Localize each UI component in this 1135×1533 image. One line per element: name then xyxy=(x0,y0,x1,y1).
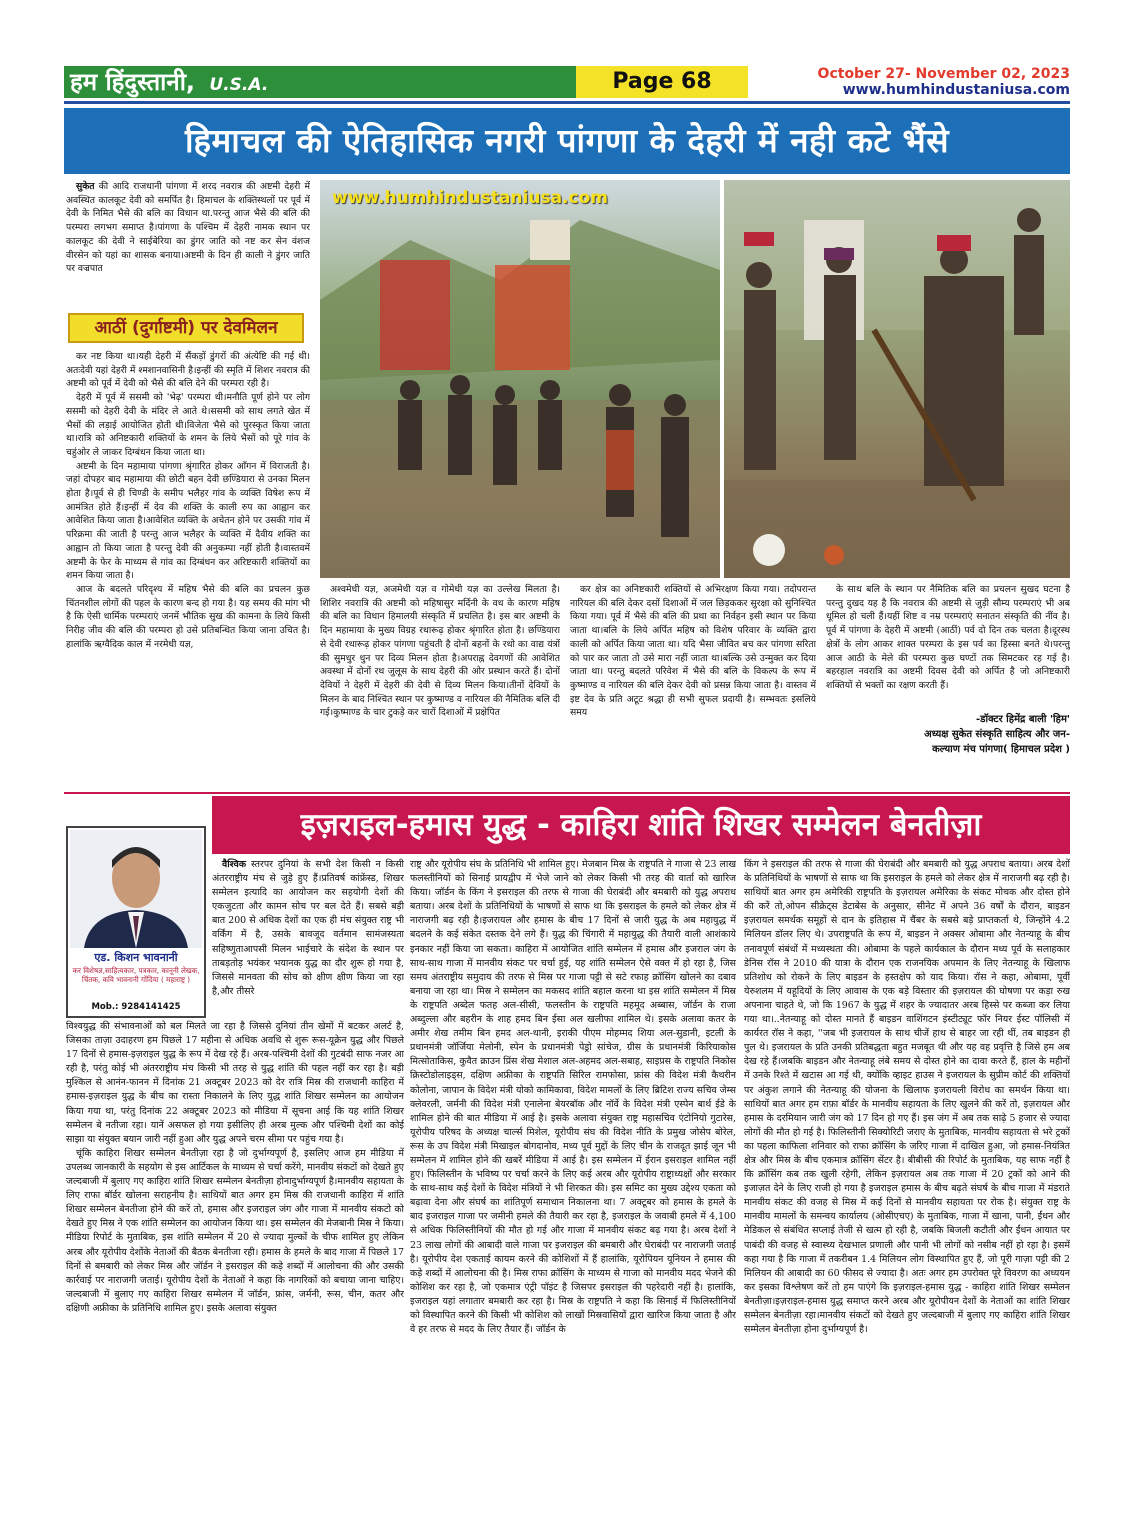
story2-col1-para-1: विश्वयुद्ध की संभावनाओं को बल मिलते जा रहा है जिससे दुनियां तीन खेमों में बटकर अलर्ट है, जिसका ताज़ा उदाहरण हम पिछले 17 महीना से अधिक अवधि से शुरू रूस-यूक्रेन युद्ध और पिछले 17 दिनों से हमास-इज़राइल युद्ध के रूप में देख रहे हैं। अरब-पश्चिमी देशों की गुटबंदी साफ नजर आ रही है, परंतु कोई भी अंतरराष्ट्रीय मंच किसी भी तरह से युद्ध शांति की पहल नहीं कर रहा है। बड़ी मुश्किल से आनंन-फानन में दिनांक 21 अक्टूबर 2023 को देर रात्रि मिस्र की राजधानी काहिरा में हमास-इज़राइल युद्ध के बीच का रास्ता निकालने के लिए युद्ध शांति शिखर सम्मेलन का आयोजन किया गया था, परंतु दिनांक 22 अक्टूबर 2023 को मीडिया में सूचना आई कि यह शांति शिखर सम्मेलन बे नतीजा रहा। यानें असफल हो गया इसीलिए ही अरब मुल्क और पश्चिमी देशों का कोई साझा या संयुक्त बयान जारी नहीं हुआ और युद्ध अपने चरम सीमा पर पहुंच गया है। xyxy=(66,1021,404,1145)
story1-column-2 xyxy=(320,583,560,789)
story2-col2-text: राष्ट्र और यूरोपीय संघ के प्रतिनिधि भी शामिल हुए। मेजबान मिस्र के राष्ट्रपति ने गाजा से 23 लाख फलस्तीनियों को सिनाई प्रायद्वीप में भेजे जाने को लेकर किसी भी तरह की वार्ता को खारिज किया। जॉर्डन के किंग ने इसराइल की तरफ से गाजा की घेराबंदी और बमबारी को युद्ध अपराध बताया। अरब देशों के प्रतिनिधियों के भाषणों से साफ था कि इसराइल के हमले को लेकर क्षेत्र में नाराजगी बढ़ रही है।इजरायल और हमास के बीच 17 दिनों से जारी युद्ध के अब महायुद्ध में बदलने के कई संकेत दस्तक देने लगे हैं। युद्ध की चिंगारी में महायुद्ध की तैयारी वाली आशंकाये इनकार नहीं किया जा सकता। काहिरा में आयोजित शांति सम्मेलन में हमास और इजराल जंग के साथ-साथ गाजा में मानवीय संकट पर चर्चा हुई, यह शांति सम्मेलन ऐसे वक्त में हो रहा है, जिस समय अंतराष्ट्रीय समुदाय की तरफ से मिस्र पर गाजा पट्टी से सटे रफाह क्रॉसिंग खोलने का दबाव बनाया जा रहा था। मिस्र ने सम्मेलन का मकसद शांति बहाल करना था इस शांति सम्मेलन में मिस्र के राष्ट्रपति अब्देल फतह अल-सीसी, फलस्तीन के राष्ट्रपति महमूद अब्बास, जॉर्डन के राजा अब्दुल्ला और बहरीन के शाह हमद बिन ईसा अल खलीफा शामिल थे। इसके अलावा कतर के अमीर शेख तमीम बिन हमद अल-थानी, इराकी पीएम मोहम्मद शिया अल-सुडानी, इटली के प्रधानमंत्री जॉर्जिया मेलोनी, स्पेन के प्रधानमंत्री पेड्रो सांचेज, ग्रीस के प्रधानमंत्री किरियाकोस मित्सोताकिस, कुवैत क्राउन प्रिंस शेख मेशाल अल-अहमद अल-सबाह, साइप्रस के राष्ट्रपति निकोस क्रिस्टोडोलाइड्स, दक्षिण अफ्रीका के राष्ट्रपति सिरिल रामफोसा, फ्रांस की विदेश मंत्री कैथरीन कोलोना, जापान के विदेश मंत्री योको कामिकावा, विदेश मामलों के लिए ब्रिटिश राज्य सचिव जेम्स क्लेवरली, जर्मनी की विदेश मंत्री एनालेना बेयरबॉक और नॉर्वे के विदेश मंत्री एस्पेन बार्थ ईडे के शामिल होने की बात मीडिया में आई है। इसके अलावा संयुक्त राष्ट्र महासचिव एंटोनियो गुटारेस, यूरोपीय परिषद के अध्यक्ष चार्ल्स मिशेल, यूरोपीय संघ की विदेश नीति के प्रमुख जोसेप बोरेल, रूस के उप विदेश मंत्री मिखाइल बोगदानोव, मध्य पूर्व मुद्दों के लिए चीन के राजदूत झाई जून भी सम्मेलन में शामिल होने की खबरें मीडिया में आई है। इस सम्मेलन में ईरान इसराइल शामिल नहीं हुए। फिलिस्तीन के भविष्य पर चर्चा करने के लिए कई अरब और यूरोपीय राष्ट्राध्यक्षों और सरकार के साथ-साथ कई देशों के विदेश मंत्रियों ने भी शिरकत की। इस समिट का मुख्य उद्देश्य एकता को बढ़ावा देना और संघर्ष का शांतिपूर्ण समाधान निकालना था। 7 अक्टूबर को हमास के हमले के बाद इजराइल गाजा पर जमीनी हमले की तैयारी कर रहा है, इजराइल के जवाबी हमले में 4,100 से अधिक फिलिस्तीनियों की मौत हो गई और गाजा में मानवीय संकट बढ़ गया है। अरब देशों ने 23 लाख लोगों की आबादी वाले गाजा पर इजराइल की बमबारी और घेराबंदी पर नाराजगी जताई है। यूरोपीय देश एकताई कायम करने की कोशिशों में हैं हालांकि, यूरोपियन यूनियन ने हमास की कड़े शब्दों में आलोचना की है। मिस्र राफा क्रॉसिंग के माध्यम से गाजा को मानवीय मदद भेजने की कोशिश कर रहा है, जो एकमात्र एंट्री पॉइंट है जिसपर इसराइल की पहरेदारी नहीं है। हालांकि, इजराइल यहां लगातार बमबारी कर रहा है। मिस्र के राष्ट्रपति ने कहा कि सिनाई में फिलिस्तीनियों को विस्थापित करने की किसी भी कोशिश को लाखों मिस्रवासियों द्वारा खारिज किया जाता है और वे हर तरफ से मदद के लिए तैयार हैं। जॉर्डन के xyxy=(410,859,736,1336)
story1-byline xyxy=(828,712,1070,757)
story1-lead-word: सुकेत xyxy=(76,181,95,192)
page-number: Page 68 xyxy=(576,66,748,98)
paper-name: हम हिंदुस्तानी, xyxy=(70,68,196,96)
photo-watermark: www.humhindustaniusa.com xyxy=(332,188,608,208)
procession-photo xyxy=(320,180,720,578)
byline-name: -डॉक्टर हिमेंद्र बाली 'हिम' xyxy=(976,714,1070,725)
story2-intro: स्तरपर दुनियां के सभी देश किसी न किसी अंतरराष्ट्रीय मंच से जुड़े हुए हैं।प्रतिवर्ष कांफ्रेंस्ड, शिखर सम्मेलन इत्यादि का आयोजन कर सहयोगी देशों की एकजुटता और कामन सोच पर बल देते हैं। सबसे बड़ी बात 200 से अधिक देशों का एक ही मंच संयुक्त राष्ट्र भी वर्किंग में है, उसके बावजूद वर्तमान सामंजस्यता सहिष्णुताआपसी मिलन भाईचारे के संदेश के स्थान पर ताबड़तोड़ भयंकर भयानक युद्ध का दौर शुरू हो गया है, जिससे मानवता की सोच को क्षीण क्षीण किया जा रहा है,और तीसरे xyxy=(212,859,404,997)
story1-para-5: आज के बदलते परिदृश्य में महिष भैसे की बलि का प्रचलन कुछ चिंतनशील लोगों की पहल के कारण बन्द हो गया है। यह समय की मांग भी है कि ऐसी धार्मिक परम्पराएं जनमें भौतिक सुख की कामना के लिये किसी निरीह जीव की बलि की परम्परा हो उसे प्रतिबन्धित किया जाना उचित है। हालांकि ऋग्वैदिक काल में नरमेधी यज्ञ, xyxy=(66,583,310,650)
story2-col3-text: किंग ने इसराइल की तरफ से गाजा की घेराबंदी और बमबारी को युद्ध अपराध बताया। अरब देशों के प्रतिनिधियों के भाषणों से साफ था कि इसराइल के हमले को लेकर क्षेत्र में नाराजगी बढ़ रही है। साथियों बात अगर हम अमेरिकी राष्ट्रपति के इज़रायल अमेरिका के संकट मोचक और दोस्त होने की करें तो,ओपन सीक्रेट्स डेटाबेस के अनुसार, सीनेट में अपने 36 वर्षों के दौरान, बाइडन इज़रायल समर्थक समूहों से दान के इतिहास में चैंबर के सबसे बड़े प्राप्तकर्ता थे, जिन्होंने 4.2 मिलियन डॉलर लिए थे। उपराष्ट्रपति के रूप में, बाइडन ने अक्सर ओबामा और नेतन्याहू के बीच तनावपूर्ण संबंधों में मध्यस्थता की। ओबामा के पहले कार्यकाल के दौरान मध्य पूर्व के सलाहकार डेनिस रॉस ने 2010 की यात्रा के दौरान एक राजनयिक अपमान के लिए नेतन्याहू के खिलाफ प्रतिशोध को रोकने के लिए बाइडन के हस्तक्षेप को याद किया। रॉस ने कहा, ओबामा, पूर्वी येरुशलम में यहूदियों के लिए आवास के एक बड़े विस्तार की इज़रायल की घोषणा पर कड़ा रुख अपनाना चाहते थे, जो कि 1967 के युद्ध में शहर के ज्यादातर अरब हिस्से पर कब्जा कर लिया गया था।..नेतन्याहू को दोस्त मानते हैं बाइडन वाशिंगटन इंस्टीट्यूट फॉर नियर ईस्ट पॉलिसी में कार्यरत रॉस ने कहा, ''जब भी इजरायल के साथ चीजें हाथ से बाहर जा रही थीं, तब बाइडन ही पुल थे। इजरायल के प्रति उनकी प्रतिबद्धता बहुत मजबूत थी और यह वह प्रवृत्ति है जिसे हम अब देख रहे हैं।जबकि बाइडन और नेतन्याहू लंबे समय से दोस्त होने का दावा करते हैं, हाल के महीनों में उनके रिश्ते में खटास आ गई थी, क्योंकि व्हाइट हाउस ने इजरायल के सुप्रीम कोर्ट की शक्तियों पर अंकुश लगाने की नेतन्याहू की योजना के खिलाफ इजरायली विरोध का समर्थन किया था। साथियों बात अगर हम राफ़ा बॉर्डर के मानवीय सहायता के लिए खुलने की करें तो, इज़रायल और हमास के दरमियान जारी जंग को 17 दिन हो गए हैं। इस जंग में अब तक साढ़े 5 हजार से ज्यादा लोगों की मौत हो गई है। फिलिस्तीनी सिक्योरिटी जराए के मुताबिक, मानवीय सहायता से भरे ट्रकों का पहला काफिला शनिवार को राफा क्रॉसिंग के जरिए गाजा में दाखिल हुआ, जो हमास-नियंत्रित क्षेत्र और मिस्र के बीच एकमात्र क्रॉसिंग सेंटर है। बीबीसी की रिपोर्ट के मुताबिक, यह साफ नहीं है कि क्रॉसिंग कब तक खुली रहेगी, लेकिन इज़रायल अब तक गाजा में 20 ट्रकों को आने की इजाज़त देने के लिए राजी हो गया है इजराइल हमास के बीच बढ़ते संघर्ष के बीच गाजा में मंडराते मानवीय संकट की वजह से मिस्र में कई दिनों से मानवीय सहायता पर रोक है। संयुक्त राष्ट्र के मानवीय मामलों के समन्वय कार्यालय (ओसीएचए) के मुताबिक, गाजा में खाना, पानी, ईंधन और मेडिकल से संबंधित सप्लाई तेजी से खत्म हो रही है, जबकि बिजली कटौती और ईंधन आयात पर पाबंदी की वजह से स्वास्थ्य देखभाल प्रणाली और पानी भी लोगों को नसीब नहीं हो रहा है। इसमें कहा गया है कि गाजा में तकरीबन 1.4 मिलियन लोग विस्थापित हुए हैं, जो पूरी गाज़ा पट्टी की 2 मिलियन की आबादी का 60 फीसद से ज्यादा है। अतः अगर हम उपरोक्त पूरे विवरण का अध्ययन कर इसका विश्लेषण करें तो हम पाएंगे कि इज़राइल-हमास युद्ध - काहिरा शांति शिखर सम्मेलन बेनतीज़ा।इज़राइल-हमास युद्ध समाप्त करने अरब और यूरोपीयन देशों के नेताओं का शांति शिखर सम्मेलन बेनतीज़ा रहा।मानवीय संकटों को देखते हुए जल्दबाजी में बुलाए गए काहिरा शांति शिखर सम्मेलन बेनतीज़ा होना दुर्भाग्यपूर्ण है। xyxy=(744,859,1070,1336)
ritual-photo-art xyxy=(724,180,1070,578)
website-link[interactable]: www.humhindustaniusa.com xyxy=(842,82,1070,98)
story1-col4-text: के साथ बलि के स्थान पर नैमितिक बलि का प्रचलन सुखद घटना है परन्तु दुखद यह है कि नवरात्र की अष्टमी से जुड़ी सौम्य परम्पराएं भी अब धूमिल हो चली हैं।यहीं शिष्ट व नम्र परम्पराएं सनातन संस्कृति की नींव है।पूर्व में पांगणा के देहरी में अष्टमी (आठीं) पर्व दो दिन तक चलता है।दूरस्थ क्षेत्रों के लोग आकर शाक्त परम्परा के इस पर्व का हिस्सा बनते थे।परन्तु आज आठी के मेले की परम्परा कुछ घण्टों तक सिमटकर रह गई है। बहरहाल नवरात्रि का अष्टमी दिवस देवी को अर्पित है जो अनिष्टकारी शक्तियों से भक्तों का रक्षण करती हैं। xyxy=(826,584,1070,691)
story2-col1-para-2: चूंकि काहिरा शिखर सम्मेलन बेनतीज़ा रहा है जो दुर्भाग्यपूर्ण है, इसलिए आज हम मीडिया में उपलब्ध जानकारी के सहयोग से इस आर्टिकल के माध्यम से चर्चा करेंगे, मानवीय संकटों को देखते हुए जल्दबाजी में बुलाए गए काहिरा शांति शिखर सम्मेलन बेनतीज़ा होनादुर्भाग्यपूर्ण है।मानवीय सहायता के लिए राफा बॉर्डर खोलना सराहनीय है। साथियों बात अगर हम मिस्र की राजधानी काहिरा में शांति शिखर सम्मेलन बेनतीजा होने की करें तो, हमास और इजराइल जंग और गाजा में मानवीय संकटो को देखते हुए मिस्र ने एक शांति सम्मेलन का आयोजन किया था। इस सम्मेलन की मेजबानी मिस्र ने किया। मीडिया रिपोर्ट के मुताबिक, इस शांति सम्मेलन में 20 से ज्यादा मुल्कों के चीफ शामिल हुए लेकिन अरब और यूरोपीय देशोंके नेताओं की बैठक बेनतीजा रही। हमास के हमले के बाद गाजा में पिछले 17 दिनों से बमबारी को लेकर मिस्र और जॉर्डन ने इसराइल की कड़े शब्दों में आलोचना की और उसकी कार्रवाई पर नाराजगी जताई। यूरोपीय देशों के नेताओं ने कहा कि नागरिकों को बचाया जाना चाहिए। जल्दबाजी में बुलाए गए काहिरा शिखर सम्मेलन में जॉर्डन, फ्रांस, जर्मनी, रूस, चीन, कतर और दक्षिणी अफ्रीका के प्रतिनिधि शामिल हुए। इसके अलावा संयुक्त xyxy=(66,1147,404,1314)
paper-name-bar xyxy=(64,66,576,98)
author-portrait xyxy=(70,830,202,948)
story1-column-1-top xyxy=(66,180,310,312)
issue-date: October 27- November 02, 2023 xyxy=(817,66,1070,82)
story1-column-1-bottom xyxy=(66,350,310,788)
story2-column-1 xyxy=(66,1020,404,1476)
story1-subhead: आठीं (दुर्गाष्टमी) पर देवमिलन xyxy=(68,313,304,343)
ritual-photo xyxy=(724,180,1070,578)
masthead xyxy=(64,66,1070,100)
story2-lead-word: वैश्विक xyxy=(222,859,247,870)
story2-headline: इज़राइल-हमास युद्ध - काहिरा शांति शिखर सम्मेलन बेनतीज़ा xyxy=(212,796,1070,854)
story1-headline: हिमाचल की ऐतिहासिक नगरी पांगणा के देहरी में नही कटे भैंसे xyxy=(64,108,1070,174)
story1-column-3 xyxy=(570,583,816,789)
byline-role: अध्यक्ष सुकेत संस्कृति साहित्य और जन- xyxy=(924,729,1070,740)
story1-para-4: अष्टमी के दिन महामाया पांगणा श्रृंगारित होकर आँगन में विराजती है।जहां दोपहर बाद महामाया की छोटी बहन देवी छण्डियारा से उनका मिलन होता है।पूर्व से ही चिण्डी के समीप भलैहर गांव के व्यक्ति विषेश रूप में आमंत्रित होते हैं।इन्हीं में देव की शक्ति के काली रुप का आह्वान कर आवेशित किया जाता है।आवेशित व्यक्ति के अचेतन होने पर उसकी गांव में परिक्रमा की जाती है परन्तु आज भलैहर के व्यक्ति में दैवीय शक्ति का आह्वान तो किया जाता है परन्तु देवी की अनुकम्पा नहीं होती है।वास्तवमें अष्टमी के फेर के माध्यम से गांव का दिग्बंधन कर अरिष्टकारी शक्तियों का शमन किया जाता है। xyxy=(66,460,310,582)
story1-col3-text: कर क्षेत्र का अनिष्टकारी शक्तियों से अभिरक्षण किया गया। तदोपरान्त नारियल की बलि देकर दसों दिशाओं में जल छिड़ककर सुरक्षा को सुनिश्चित किया गया। पूर्व में भैसे की बलि की प्रथा का निर्वहन इसी स्थान पर किया जाता था।बलि के लिये अर्पित महिष को विशेष परिवार के व्यक्ति द्वारा काली को अर्पित किया जाता था। यदि भैसा जीवित बच कर पांगणा सरिता को पार कर जाता तो उसे मारा नहीं जाता था।बल्कि उसे उन्मुक्त कर दिया जाता था। परन्तु बदलते परिवेश में भैसे की बलि के विकल्प के रूप में कुष्माण्ड व नारियल की बलि देकर देवी को प्रसन्न किया जाता है। वास्तव में इष्ट देव के प्रति अटूट श्रद्धा ही सभी सुफल प्रदायी है। सम्भवतः इसलिये समय xyxy=(570,584,816,719)
story1-col2-text: अश्वमेधी यज्ञ, अजमेधी यज्ञ व गोमेधी यज्ञ का उल्लेख मिलता है। शिशिर नवरात्रि की अष्टमी को महिषासुर मर्दिनी के वध के कारण महिष की बलि का विधान हिमालयी संस्कृति में प्रचलित है। इस बार अष्टमी के दिन महामाया के मुख्य विग्रह रथारूढ़ होकर श्रृंगारित होता है। छण्डियारा से देवी रथारूढ़ होकर पांगणा पहुंचती है दोनों बहनों के रथो का वाद्य यंत्रों की सुमधुर धुन पर दिव्य मिलन होता है।अपराह्न देवगणों की आवेशित अवस्था में दोनों रथ जुलूस के साथ देहरी की ओर प्रस्थान करते हैं। दोनों देवियों ने देहरी में देहरी की देवी से दिव्य मिलन किया।तीनों देवियों के मिलन के बाद निश्चित स्थान पर कुष्माण्ड व नारियल की नैमितिक बलि दी गई।कुष्माण्ड के चार टुकड़े कर चारों दिशाओं में प्रक्षेपित xyxy=(320,584,560,719)
story2-column-1-top xyxy=(212,858,404,1018)
story1-column-4 xyxy=(826,583,1070,709)
author-box xyxy=(66,826,206,1018)
story2-column-2 xyxy=(410,858,736,1476)
byline-org: कल्याण मंच पांगणा( हिमाचल प्रदेश ) xyxy=(932,744,1070,755)
procession-photo-art xyxy=(320,180,720,578)
story1-para-3: देहरी में पूर्व में ससमी को 'भेढ़' परम्परा थी।मनौति पूर्ण होने पर लोग ससमी को देहरी देवी के मंदिर ले आते थे।ससमी को साथ लगते खेत में भैसों की लड़ाई आयोजित होती थी।विजेता भैसे को पुरस्कृत किया जाता था।रात्रि को अनिष्टकारी शक्तियों के शमन के लिये भैसों को पूरे गांव के चहुंओर ले जाकर दिग्बंधन किया जाता था। xyxy=(66,392,310,458)
story1-para-2: कर नष्ट किया था।यही देहरी में सैंकड़ों डुंगरों की अंत्येष्टि की गई थी।अतःदेवी यहां देहरी में श्मशानवासिनी है।इन्हीं की स्मृति में शिशर नवरात्र की अष्टमी को पूर्व में देवी को भैसे की बलि देने की परम्परा रही है। xyxy=(66,351,310,390)
author-description: कर विशेषज्ञ,साहित्यकार, पत्रकार, कानूनी लेखक, चिंतक, कवि भावनानी गोंदिया ( महाराष्ट्र ) xyxy=(72,966,200,984)
author-name: एड. किशन भावनानी xyxy=(94,951,178,964)
masthead-right xyxy=(760,66,1070,100)
author-mobile: Mob.: 9284141425 xyxy=(91,1002,181,1012)
author-photo xyxy=(70,830,202,948)
masthead-rule xyxy=(64,101,1070,104)
story2-top-rule xyxy=(64,792,1070,794)
story2-column-3 xyxy=(744,858,1070,1476)
paper-suffix: U.S.A. xyxy=(209,75,269,95)
story1-para-1: की आदि राजधानी पांगणा में शरद नवरात्र की अष्टमी देहरी में अवस्थित कालकूट देवी को समर्पित है। हिमाचल के शक्तिस्थलों पर पूर्व में देवी के निमित भैसे की बलि का विधान था.परन्तु आज भैसे की बलि की परम्परा लगभग समाप्त है।पांगणा के पश्चिम में देहरी नामक स्थान पर कालकूट की देवी ने साईबेरिया का डुंगर जाति को नष्ट कर सेन वंशज वीरसेन को यहां का शासक बनाया।अष्टमी के दिन ही काली ने डुंगर जाति पर वज्रपात xyxy=(66,181,310,275)
